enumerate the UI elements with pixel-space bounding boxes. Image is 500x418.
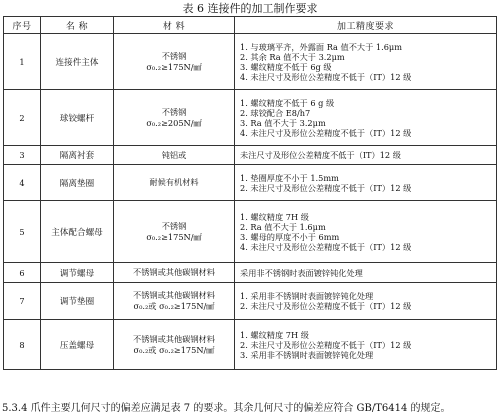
- requirement-item: 1. 与玻璃平齐，外露面 Ra 值不大于 1.6μm: [240, 41, 402, 52]
- requirement-item: 4. 未注尺寸及形位公差精度不低于（IT）12 级: [240, 71, 412, 82]
- material-line: 不锈钢或其他碳钢材料: [133, 333, 215, 344]
- table-row: [4, 263, 497, 283]
- requirements-cell: [235, 263, 497, 283]
- table-row: [4, 320, 497, 370]
- requirement-item: 3. 采用非不锈钢时表面镀锌钝化处理: [240, 349, 374, 360]
- requirement-item: 3. Ra 值不大于 3.2μm: [240, 117, 326, 128]
- table-row: [4, 201, 497, 263]
- requirement-item: 1. 采用非不锈钢时表面镀锌钝化处理: [240, 291, 374, 301]
- material-line: 不锈钢: [161, 220, 187, 231]
- header-no: 序号: [4, 17, 41, 34]
- material-cell: [114, 165, 235, 201]
- material-cell: [114, 34, 235, 90]
- part-name: 调节螺母: [41, 263, 114, 283]
- header-material: 材 料: [114, 17, 235, 34]
- part-name: 主体配合螺母: [41, 201, 114, 263]
- material-cell: [114, 90, 235, 146]
- requirement-item: 2. Ra 值不大于 1.6μm: [240, 221, 326, 232]
- table-row: [4, 34, 497, 90]
- connector-requirements-table: [3, 16, 497, 370]
- part-name: 隔离衬套: [41, 146, 114, 165]
- material-line: σ₀.₂≥175N/㎟: [146, 231, 202, 242]
- material-line: 耐候有机材料: [149, 177, 199, 187]
- part-name: 连接件主体: [41, 34, 114, 90]
- requirement-item: 3. 螺母的厚度不小于 6mm: [240, 231, 340, 242]
- requirement-item: 1. 垫圈厚度不小于 1.5mm: [240, 172, 339, 183]
- material-line: σ₀.₂≥205N/㎟: [146, 117, 202, 128]
- requirement-item: 1. 螺纹精度 7H 级: [240, 329, 309, 340]
- part-name: 调节垫圈: [41, 283, 114, 320]
- material-cell: [114, 201, 235, 263]
- row-number: 5: [4, 201, 41, 263]
- material-cell: [114, 263, 235, 283]
- row-number: 4: [4, 165, 41, 201]
- row-number: 2: [4, 90, 41, 146]
- requirements-cell: [235, 283, 497, 320]
- requirement-item: 3. 螺纹精度不低于 6g 级: [240, 61, 332, 72]
- material-line: σ₀.₂或 σ₀.₂≥175N/㎟: [133, 301, 215, 311]
- material-cell: [114, 283, 235, 320]
- requirement-item: 2. 未注尺寸及形位公差精度不低于（IT）12 级: [240, 339, 412, 350]
- requirement-item: 4. 未注尺寸及形位公差精度不低于（IT）12 级: [240, 127, 412, 138]
- part-name: 球铰螺杆: [41, 90, 114, 146]
- material-line: 不锈钢或其他碳钢材料: [133, 290, 215, 300]
- row-number: 3: [4, 146, 41, 165]
- part-name: 隔离垫圈: [41, 165, 114, 201]
- requirement-item: 4. 未注尺寸及形位公差精度不低于（IT）12 级: [240, 241, 412, 252]
- material-line: σ₀.₂或 σ₀.₂≥175N/㎟: [133, 344, 215, 355]
- requirement-item: 2. 球铰配合 E8/h7: [240, 107, 311, 118]
- row-number: 7: [4, 283, 41, 320]
- requirement-item: 2. 未注尺寸及形位公差精度不低于（IT）12 级: [240, 182, 412, 193]
- requirement-item: 2. 未注尺寸及形位公差精度不低于（IT）12 级: [240, 301, 412, 311]
- requirements-cell: [235, 34, 497, 90]
- material-line: 不锈钢: [161, 50, 187, 61]
- material-line: 不锈钢: [161, 106, 187, 117]
- requirements-cell: [235, 90, 497, 146]
- material-line: 钝铝或: [161, 149, 187, 160]
- table-row: [4, 165, 497, 201]
- header-requirements: 加工精度要求: [235, 17, 497, 34]
- row-number: 8: [4, 320, 41, 370]
- header-name: 名 称: [41, 17, 114, 34]
- table-title: 表 6 连接件的加工制作要求: [182, 2, 318, 15]
- requirement-item: 1. 螺纹精度 7H 级: [240, 211, 309, 222]
- material-line: 不锈钢或其他碳钢材料: [133, 267, 215, 277]
- requirements-cell: [235, 165, 497, 201]
- requirements-cell: [235, 320, 497, 370]
- requirement-item: 采用非不锈钢时表面镀锌钝化处理: [240, 267, 363, 278]
- table-header-row: [4, 17, 497, 34]
- requirement-item: 1. 螺纹精度不低于 6 g 级: [240, 97, 335, 108]
- table-row: [4, 90, 497, 146]
- material-cell: [114, 146, 235, 165]
- table-row: [4, 283, 497, 320]
- table-row: [4, 146, 497, 165]
- requirements-cell: [235, 201, 497, 263]
- requirement-item: 2. 其余 Ra 值不大于 3.2μm: [240, 51, 345, 62]
- row-number: 1: [4, 34, 41, 90]
- part-name: 压盖螺母: [41, 320, 114, 370]
- material-line: σ₀.₂≥175N/㎟: [146, 61, 202, 72]
- material-cell: [114, 320, 235, 370]
- row-number: 6: [4, 263, 41, 283]
- requirements-cell: [235, 146, 497, 165]
- footer-paragraph: 5.3.4 爪件主要几何尺寸的偏差应满足表 7 的要求。其余几何尺寸的偏差应符合 GB/T6414 的规定。: [2, 403, 451, 414]
- requirement-item: 未注尺寸及形位公差精度不低于（IT）12 级: [240, 150, 401, 160]
